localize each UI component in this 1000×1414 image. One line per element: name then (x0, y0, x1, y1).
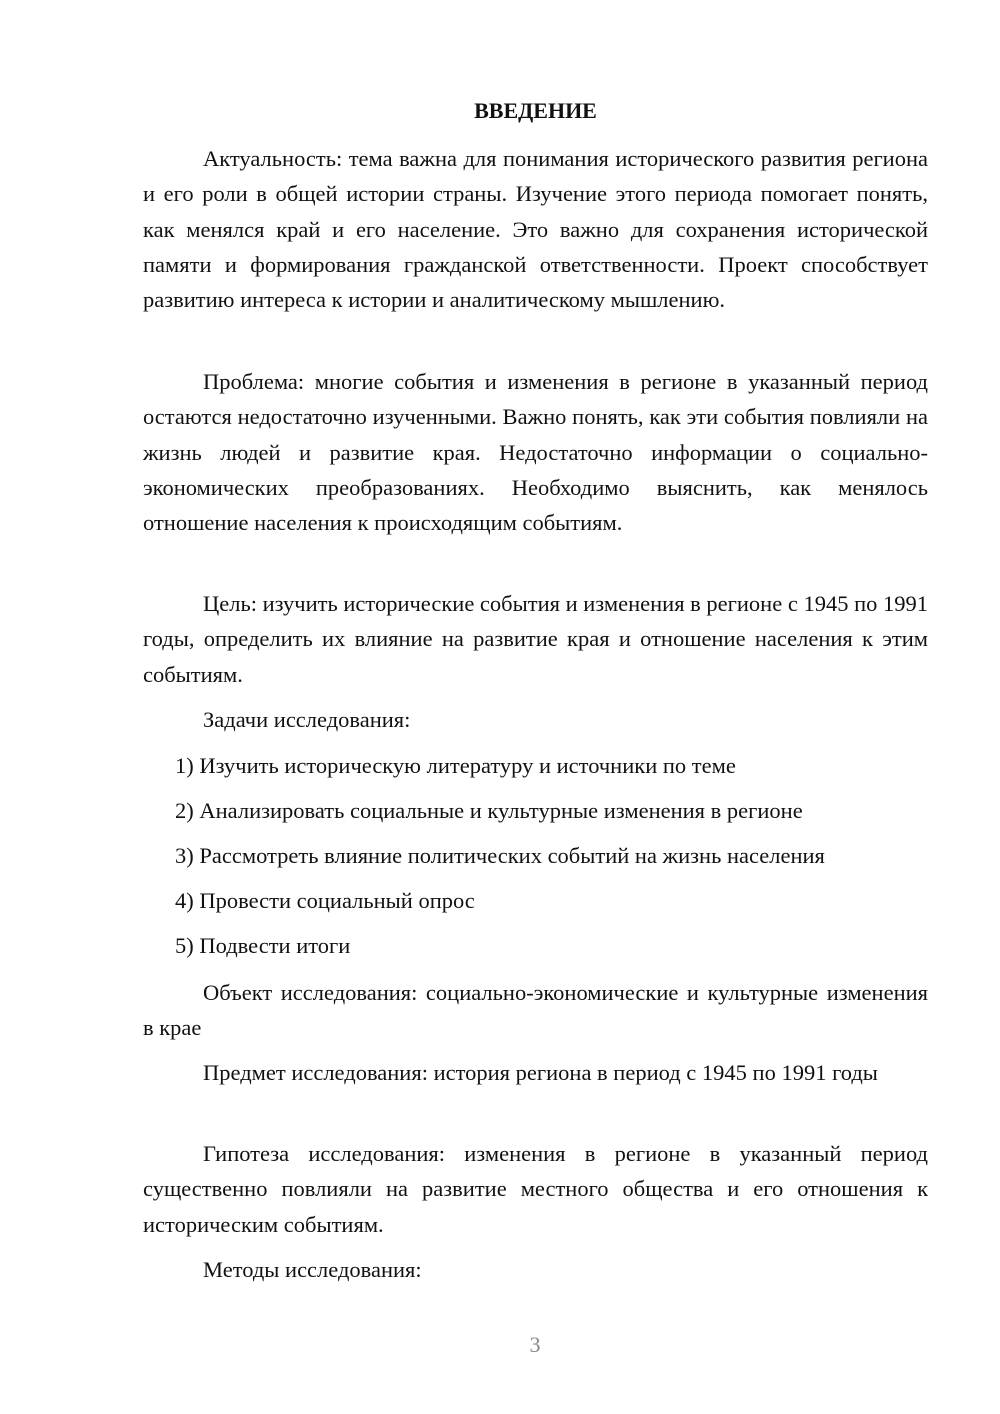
task-item: 5) Подвести итоги (175, 933, 351, 958)
goal-paragraph: Цель: изучить исторические события и изменения в регионе с 1945 по 1991 годы, определить их влияние на развитие края и отношение населения к этим событиям. (143, 591, 928, 687)
problem-paragraph: Проблема: многие события и изменения в регионе в указанный период остаются недостаточно изученными. Важно понять, как эти события повлияли на жизнь людей и развитие края. Недостаточно информации о социально-экономических преобразованиях. Необходимо выяснить, как менялось отношение населения к происходящим событиям. (143, 369, 928, 536)
tasks-heading: Задачи исследования: (203, 707, 411, 732)
page-number: 3 (529, 1332, 541, 1357)
task-item: 4) Провести социальный опрос (175, 888, 475, 913)
hypothesis-paragraph: Гипотеза исследования: изменения в регионе в указанный период существенно повлияли на развитие местного общества и его отношения к историческим событиям. (143, 1141, 928, 1237)
object-paragraph: Объект исследования: социально-экономические и культурные изменения в крае (143, 980, 928, 1041)
relevance-paragraph: Актуальность: тема важна для понимания исторического развития региона и его роли в общей истории страны. Изучение этого периода помогает понять, как менялся край и его население. Это важно для сохранения исторической памяти и формирования гражданской ответственности. Проект способствует развитию интереса к истории и аналитическому мышлению. (143, 146, 928, 313)
task-item: 1) Изучить историческую литературу и источники по теме (175, 753, 736, 778)
methods-heading: Методы исследования: (203, 1257, 422, 1282)
subject-paragraph: Предмет исследования: история региона в период с 1945 по 1991 годы (203, 1060, 878, 1085)
page-title: ВВЕДЕНИЕ (474, 98, 597, 123)
task-item: 3) Рассмотреть влияние политических событий на жизнь населения (175, 843, 825, 868)
task-item: 2) Анализировать социальные и культурные изменения в регионе (175, 798, 803, 823)
